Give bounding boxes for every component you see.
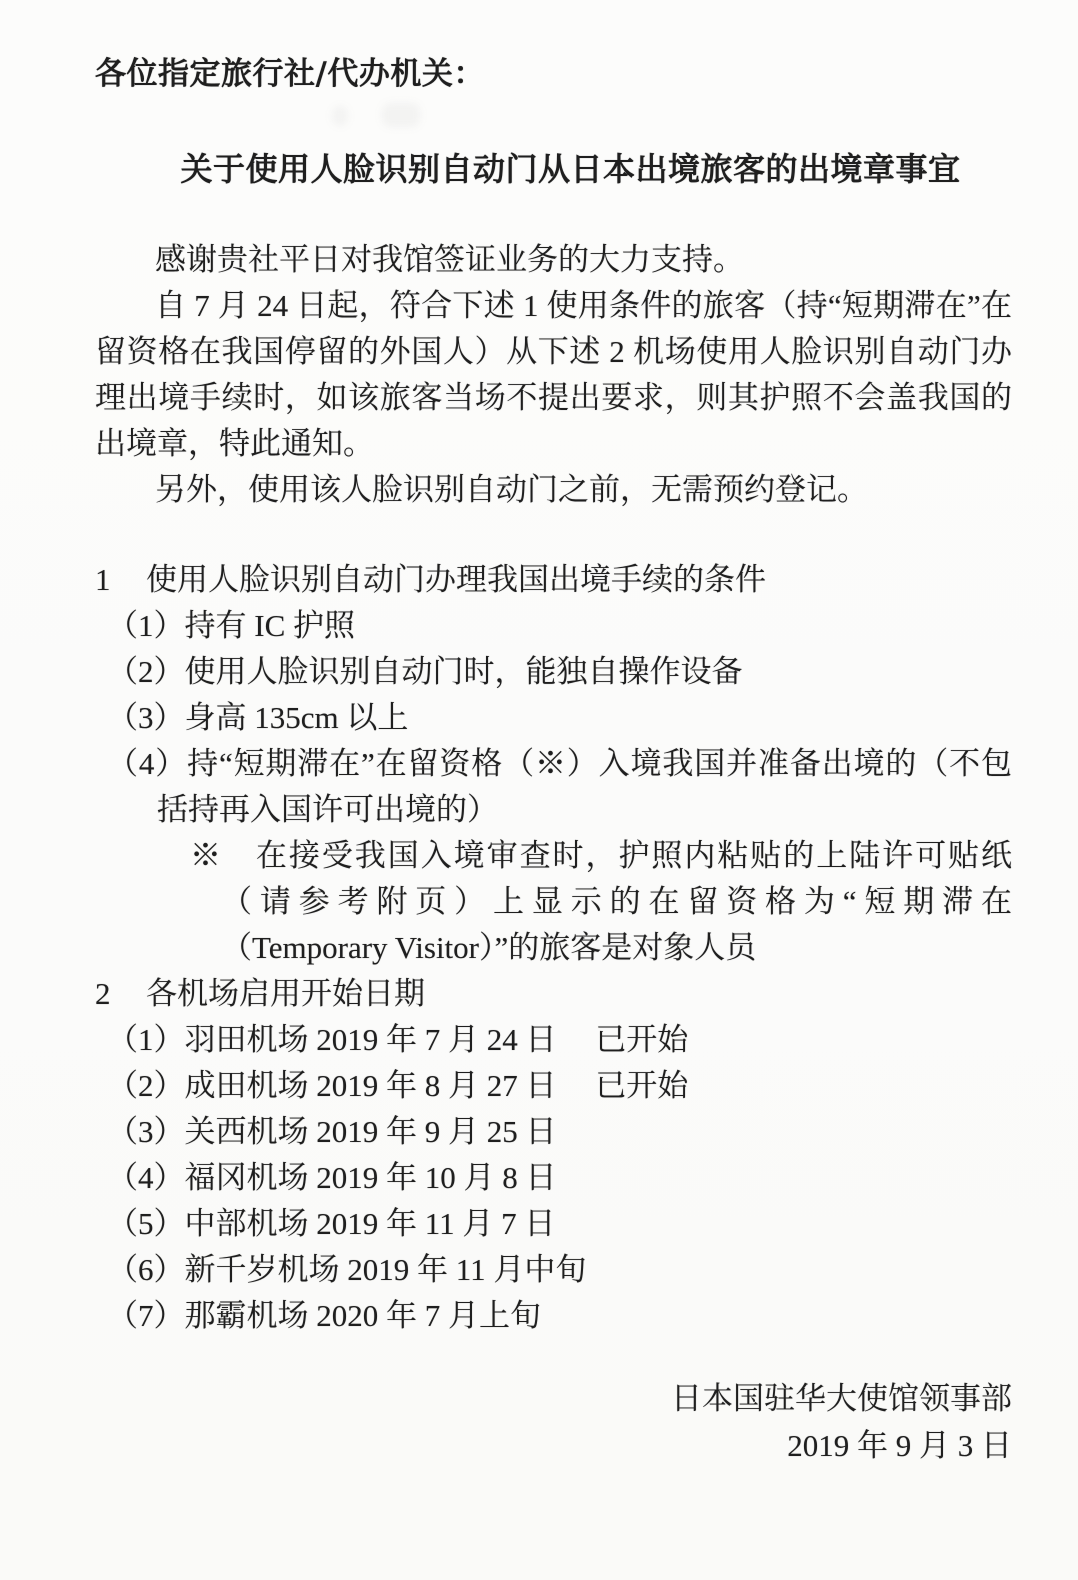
item-marker: （4） (107, 1160, 185, 1195)
item-text: 成田机场 2019 年 8 月 27 日 已开始 (184, 1068, 689, 1103)
signature-organization: 日本国驻华大使馆领事部 (671, 1381, 1012, 1416)
item-text: 持有 IC 护照 (184, 608, 355, 643)
airport-list-item (107, 1017, 1012, 1063)
section-1-heading-text: 使用人脸识别自动门办理我国出境手续的条件 (146, 562, 766, 597)
scan-artifact (332, 106, 348, 126)
airport-list-item (107, 1063, 1012, 1109)
list-item (107, 649, 1012, 695)
airport-list-item (107, 1201, 1012, 1247)
scan-artifact (382, 103, 420, 127)
item-marker: （7） (107, 1298, 185, 1333)
item-text: 中部机场 2019 年 11 月 7 日 (184, 1206, 556, 1241)
item-text: 使用人脸识别自动门时，能独自操作设备 (184, 654, 743, 689)
salutation-line: 各位指定旅行社/代办机关： (95, 56, 485, 92)
signature-block (95, 1375, 1012, 1469)
item-marker: （6） (107, 1252, 185, 1287)
airport-list-item (107, 1155, 1012, 1201)
section-2-number: 2 (95, 976, 111, 1011)
paragraph-thanks: 感谢贵社平日对我馆签证业务的大力支持。 (155, 242, 744, 277)
item-text: 持“短期滞在”在留资格（※）入境我国并准备出境的（不包括持再入国许可出境的） (157, 746, 1012, 827)
section-conditions (95, 557, 1012, 971)
item-marker: （4） (107, 746, 188, 781)
item-text: 羽田机场 2019 年 7 月 24 日 已开始 (184, 1022, 689, 1057)
section-1-heading (95, 557, 1012, 603)
reference-note (190, 833, 1013, 971)
item-marker: （5） (107, 1206, 185, 1241)
paragraph-no-reservation: 另外，使用该人脸识别自动门之前，无需预约登记。 (155, 472, 868, 507)
item-text: 新千岁机场 2019 年 11 月中旬 (184, 1252, 587, 1287)
item-marker: （3） (107, 700, 185, 735)
airport-list-item (107, 1247, 1012, 1293)
signature-date: 2019 年 9 月 3 日 (787, 1428, 1012, 1463)
item-marker: （3） (107, 1114, 185, 1149)
item-text: 身高 135cm 以上 (184, 700, 409, 735)
section-airport-dates (95, 971, 1012, 1339)
list-item (107, 603, 1012, 649)
item-marker: （2） (107, 654, 185, 689)
item-marker: （1） (107, 608, 185, 643)
item-text: 福冈机场 2019 年 10 月 8 日 (184, 1160, 557, 1195)
item-marker: （2） (107, 1068, 185, 1103)
airport-list-item (107, 1293, 1012, 1339)
reference-mark: ※ (190, 838, 256, 873)
section-1-number: 1 (95, 562, 111, 597)
list-item (107, 741, 1012, 833)
item-text: 那霸机场 2020 年 7 月上旬 (184, 1298, 541, 1333)
section-2-heading-text: 各机场启用开始日期 (146, 976, 425, 1011)
reference-note-text: 在接受我国入境审查时，护照内粘贴的上陆许可贴纸（请参考附页）上显示的在留资格为“短期滞在（Temporary Visitor）”的旅客是对象人员 (221, 838, 1013, 965)
airport-list-item (107, 1109, 1012, 1155)
document-title: 关于使用人脸识别自动门从日本出境旅客的出境章事宜 (180, 150, 961, 188)
paragraph-main-notice: 自 7 月 24 日起，符合下述 1 使用条件的旅客（持“短期滞在”在留资格在我国停留的外国人）从下述 2 机场使用人脸识别自动门办理出境手续时，如该旅客当场不提出要求，则其护照不会盖我国的出境章，特此通知。 (95, 288, 1012, 461)
body-paragraphs (95, 237, 1012, 513)
item-text: 关西机场 2019 年 9 月 25 日 (184, 1114, 557, 1149)
item-marker: （1） (107, 1022, 185, 1057)
list-item (107, 695, 1012, 741)
section-2-heading (95, 971, 1012, 1017)
